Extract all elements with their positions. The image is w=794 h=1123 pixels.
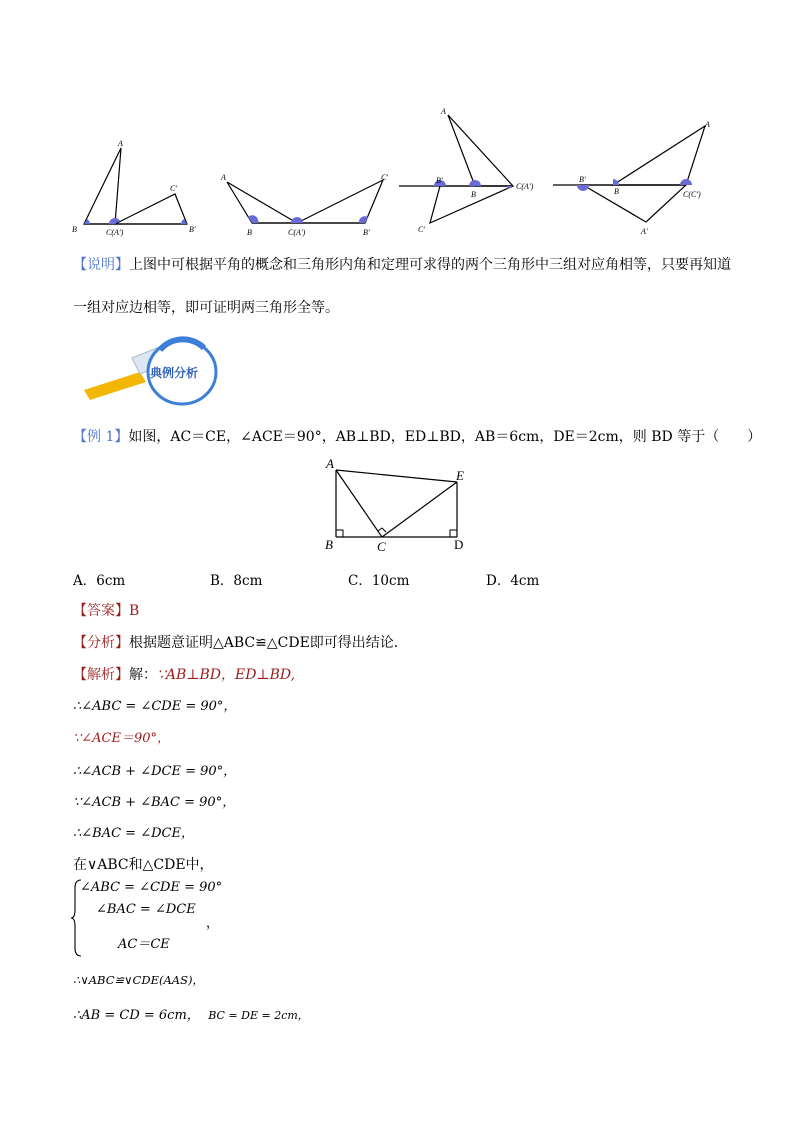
label-C: C(A') xyxy=(288,228,306,237)
label-B: B xyxy=(247,228,252,237)
label-Bp: B' xyxy=(189,225,196,234)
option-c: C．10cm xyxy=(348,573,410,589)
label-C: C(A') xyxy=(106,228,124,237)
example-diagram xyxy=(322,456,472,556)
analysis-text: 根据题意证明△ABC≌△CDE即可得出结论． xyxy=(129,635,408,651)
solution-intro-red: ∵AB⊥BD，ED⊥BD, xyxy=(157,667,296,683)
figure-2 xyxy=(215,170,395,242)
final-b: BC = DE = 2cm， xyxy=(208,1009,309,1022)
figure-1 xyxy=(60,135,210,240)
solution-step-1: ∴∠ABC = ∠CDE = 90°， xyxy=(73,699,237,714)
example-text: 如图，AC＝CE，∠ACE＝90°，AB⊥BD，ED⊥BD，AB＝6cm，DE＝2cm，则 BD 等于（ ） xyxy=(128,429,762,445)
solution-tag: 【解析】 xyxy=(73,667,129,683)
label-B: B xyxy=(471,190,476,199)
label-B: B xyxy=(325,537,333,552)
example-question xyxy=(73,426,761,446)
label-A: A xyxy=(705,120,710,129)
solution-intro: 解： xyxy=(129,667,157,683)
note-text: 上图中可根据平角的概念和三角形内角和定理可求得的两个三角形中三组对应角相等，只要再知道一组对应边相等，即可证明两三角形全等。 xyxy=(73,257,731,316)
figure-4 xyxy=(550,118,725,238)
note-tag: 【说明】 xyxy=(73,257,129,273)
solution-step-2: ∵∠ACE＝90°， xyxy=(73,731,171,746)
solution-step-4: ∵∠ACB + ∠BAC = 90°， xyxy=(73,795,236,810)
system-eq-2: ∠BAC = ∠DCE xyxy=(96,902,196,917)
label-B: B xyxy=(72,225,77,234)
label-E: E xyxy=(456,468,464,483)
answer-line xyxy=(73,600,139,620)
congruence-line: ∴∨ABC≌∨CDE(AAS)， xyxy=(73,973,204,987)
label-A: A xyxy=(441,107,446,116)
figure-3 xyxy=(395,105,555,237)
label-A: A xyxy=(221,173,226,182)
final-a: ∴AB = CD = 6cm， xyxy=(73,1008,200,1023)
analysis-line xyxy=(73,632,408,652)
answer-tag: 【答案】 xyxy=(73,603,129,619)
solution-step-6: 在∨ABC和△CDE中， xyxy=(73,857,214,873)
system-tail: ， xyxy=(206,916,220,931)
label-Cp: C' xyxy=(381,173,389,182)
system-eq-1: ∠ABC = ∠CDE = 90° xyxy=(80,880,223,895)
option-b: B．8cm xyxy=(210,573,263,589)
label-C: C(A') xyxy=(516,182,534,191)
option-d: D．4cm xyxy=(486,573,540,589)
label-Bp: B' xyxy=(579,175,586,184)
label-C: C(C') xyxy=(683,190,701,199)
label-A: A xyxy=(326,456,334,471)
label-Ap: A' xyxy=(641,227,648,236)
answer-value: B xyxy=(129,603,140,619)
label-A: A xyxy=(118,139,123,148)
final-line xyxy=(73,1004,309,1023)
system-eq-3: AC＝CE xyxy=(118,937,170,952)
label-Bp: B' xyxy=(363,228,370,237)
solution-step-3: ∴∠ACB + ∠DCE = 90°， xyxy=(73,764,237,779)
label-D: D xyxy=(454,537,464,552)
label-Cp: C' xyxy=(418,225,426,234)
analysis-tag: 【分析】 xyxy=(73,635,129,651)
example-tag: 【例 1】 xyxy=(73,429,129,445)
label-Cp: C' xyxy=(170,184,178,193)
label-B: B xyxy=(614,187,619,196)
note-paragraph xyxy=(73,244,733,330)
option-a: A．6cm xyxy=(73,573,126,589)
label-Bp: B' xyxy=(436,176,443,185)
solution-header xyxy=(73,664,295,684)
label-C: C xyxy=(377,539,386,554)
section-badge xyxy=(82,336,222,406)
solution-step-5: ∴∠BAC = ∠DCE， xyxy=(73,826,194,841)
badge-label: 典例分析 xyxy=(150,366,199,380)
